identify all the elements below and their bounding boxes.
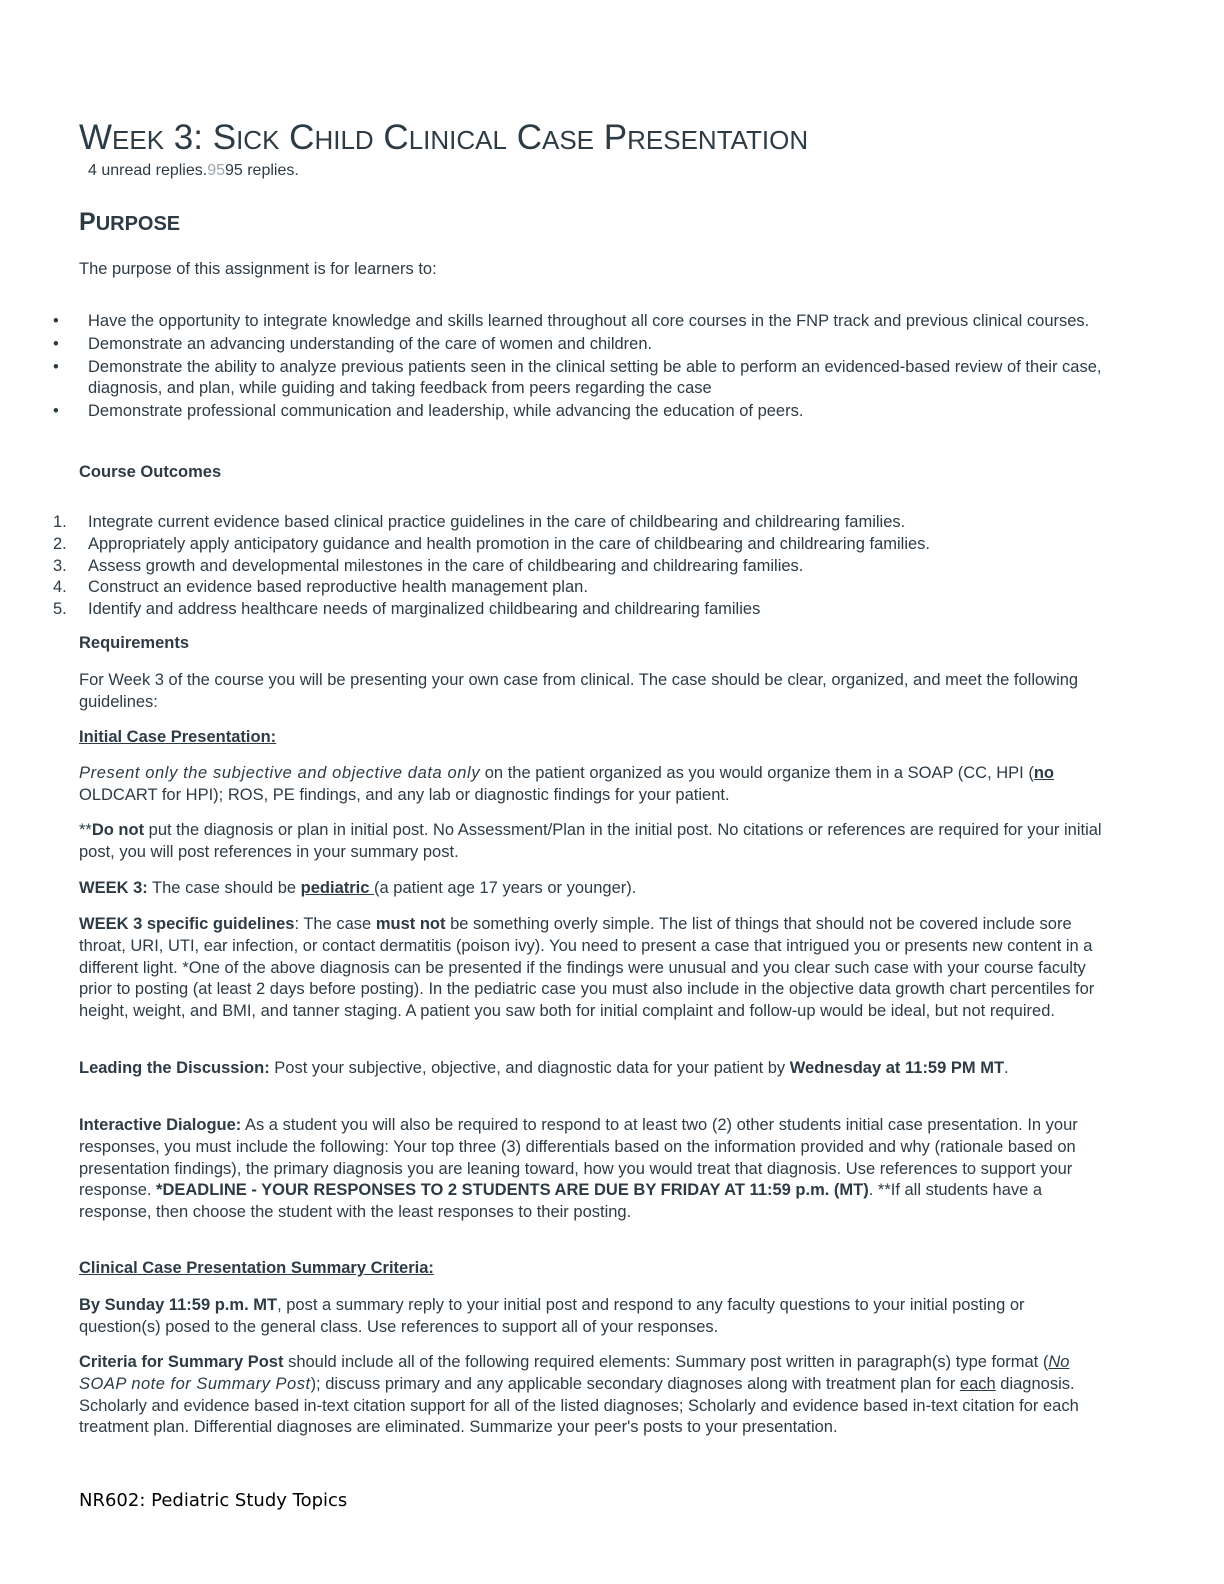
- bullet-icon: •: [53, 334, 59, 353]
- course-outcomes-list: [0, 512, 1110, 621]
- summary-post-criteria-paragraph: Criteria for Summary Post should include all of the following required elements: Summary post written in paragraph(s) type format (No SOAP note for Summary Post); discuss primary and any applicable secondary diagnoses along with treatment plan for each diagnosis. Scholarly and evidence based in-text citation support for all of the listed diagnoses; Scholarly and evidence based in-text citation for each treatment plan. Differential diagnoses are eliminated. Summarize your peer's posts to your presentation.: [79, 1353, 1079, 1437]
- sunday-deadline-paragraph: By Sunday 11:59 p.m. MT, post a summary reply to your initial post and respond to any faculty questions to your initial posting or question(s) posed to the general class. Use references to support all of your responses.: [79, 1296, 1025, 1336]
- interactive-dialogue-paragraph: Interactive Dialogue: As a student you will also be required to respond to at least two (2) other students initial case presentation. In your responses, you must include the following: Your top three (3) differentials based on the information provided and why (rationale based on presentation findings), the primary diagnosis you are leaning toward, how you would treat that diagnosis. Use references to support your response. *DEADLINE - YOUR RESPONSES TO 2 STUDENTS ARE DUE BY FRIDAY AT 11:59 p.m. (MT). **If all students have a response, then choose the student with the least responses to their posting.: [79, 1116, 1078, 1222]
- list-item: • Demonstrate professional communication and leadership, while advancing the education of peers.: [0, 401, 1110, 423]
- page-title: WEEK 3: SICK CHILD CLINICAL CASE PRESENTATION: [79, 118, 809, 157]
- page-footer: NR602: Pediatric Study Topics: [79, 1490, 348, 1511]
- initial-case-heading: Initial Case Presentation:: [79, 728, 277, 746]
- list-item: 1. Integrate current evidence based clinical practice guidelines in the care of childbearing and childrearing families.: [53, 513, 906, 531]
- list-item: • Demonstrate the ability to analyze previous patients seen in the clinical setting be able to perform an evidenced-based review of their case, diagnosis, and plan, while guiding and taking feedback from peers regarding the case: [53, 357, 1102, 398]
- leading-discussion-paragraph: Leading the Discussion: Post your subjective, objective, and diagnostic data for your patient by Wednesday at 11:59 PM MT.: [79, 1059, 1009, 1077]
- list-item: • Demonstrate an advancing understanding of the care of women and children.: [0, 334, 1110, 356]
- bullet-icon: •: [53, 357, 59, 376]
- list-item: 3. Assess growth and developmental milestones in the care of childbearing and childrearing families.: [53, 556, 804, 575]
- purpose-intro: The purpose of this assignment is for learners to:: [79, 260, 437, 278]
- do-not-paragraph: **Do not put the diagnosis or plan in initial post. No Assessment/Plan in the initial post. No citations or references are required for your initial post, you will post references in your summary post.: [79, 821, 1102, 861]
- week3-paragraph: WEEK 3: The case should be pediatric (a patient age 17 years or younger).: [79, 879, 637, 897]
- reply-count: 4 unread replies.9595 replies.: [88, 162, 299, 179]
- reply-count-faded: 95: [207, 162, 225, 179]
- week3-guidelines-paragraph: WEEK 3 specific guidelines: The case must not be something overly simple. The list of things that should not be covered include sore throat, URI, UTI, ear infection, or contact dermatitis (poison ivy). You need to present a case that intrigued you or presents new content in a different light. *One of the above diagnosis can be presented if the findings were unusual and you clear such case with your course faculty prior to posting (at least 2 days before posting). In the pediatric case you must also include in the objective data growth chart percentiles for height, weight, and BMI, and tanner staging. A patient you saw both for initial complaint and follow-up would be ideal, but not required.: [79, 915, 1095, 1021]
- bullet-icon: •: [53, 312, 59, 330]
- requirements-intro: For Week 3 of the course you will be presenting your own case from clinical. The case should be clear, organized, and meet the following guidelines:: [79, 671, 1079, 711]
- list-item: • Have the opportunity to integrate knowledge and skills learned throughout all core courses in the FNP track and previous clinical courses.: [0, 311, 1110, 333]
- bullet-icon: •: [53, 402, 59, 421]
- summary-criteria-heading: Clinical Case Presentation Summary Criteria:: [79, 1259, 434, 1277]
- purpose-heading: PURPOSE: [79, 208, 181, 236]
- list-item: 4. Construct an evidence based reproductive health management plan.: [53, 578, 588, 597]
- course-outcomes-heading: Course Outcomes: [79, 463, 222, 481]
- initial-case-paragraph: Present only the subjective and objective data only on the patient organized as you would organize them in a SOAP (CC, HPI (no OLDCART for HPI); ROS, PE findings, and any lab or diagnostic findings for your patient.: [79, 764, 1055, 804]
- list-item: 5. Identify and address healthcare needs of marginalized childbearing and childrearing families: [53, 600, 761, 619]
- requirements-heading: Requirements: [79, 634, 190, 652]
- purpose-bullet-list: [0, 311, 1110, 424]
- list-item: 2. Appropriately apply anticipatory guidance and health promotion in the care of childbearing and childrearing families.: [53, 534, 931, 553]
